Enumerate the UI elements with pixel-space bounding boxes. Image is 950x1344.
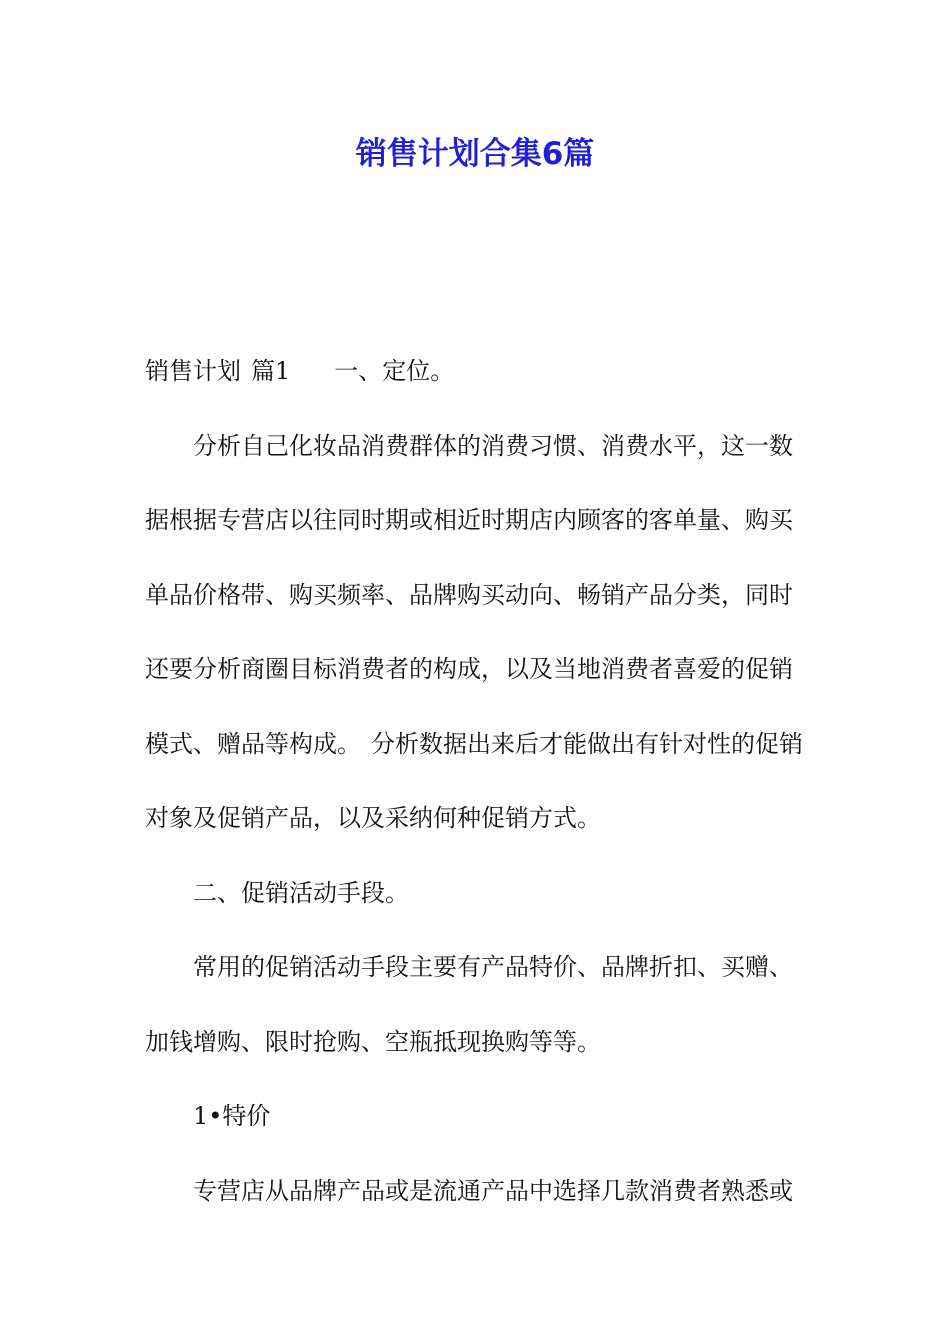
- paragraph-line: 专营店从品牌产品或是流通产品中选择几款消费者熟悉或: [193, 1176, 793, 1205]
- paragraph-line: 单品价格带、购买频率、品牌购买动向、畅销产品分类，同时: [145, 580, 793, 609]
- paragraph-line: 加钱增购、限时抢购、空瓶抵现换购等等。: [145, 1027, 601, 1056]
- heading-prefix: 销售计划: [145, 357, 241, 385]
- first-heading-line: [145, 334, 810, 409]
- paragraph-line: [145, 707, 810, 782]
- paragraph-segment: 模式、赠品等构成。: [145, 729, 361, 758]
- section1-title: 一、定位。: [334, 357, 455, 385]
- document-body: [145, 334, 810, 1228]
- paragraph-line: 常用的促销活动手段主要有产品特价、品牌折扣、买赠、: [193, 953, 793, 981]
- document-title: 销售计划合集6篇: [355, 136, 595, 172]
- paragraph-line: 分析自己化妆品消费群体的消费习惯、消费水平，这一数: [193, 431, 793, 460]
- item1-title: 1•特价: [193, 1102, 271, 1130]
- paragraph-line: 对象及促销产品，以及采纳何种促销方式。: [145, 804, 601, 832]
- paragraph-line: 还要分析商圈目标消费者的构成，以及当地消费者喜爱的促销: [145, 655, 793, 683]
- heading-number: 篇1: [251, 357, 291, 385]
- paragraph-segment: 分析数据出来后才能做出有针对性的促销: [371, 729, 803, 758]
- section2-title: 二、促销活动手段。: [193, 878, 409, 907]
- paragraph-line: 据根据专营店以往同时期或相近时期店内顾客的客单量、购买: [145, 506, 793, 534]
